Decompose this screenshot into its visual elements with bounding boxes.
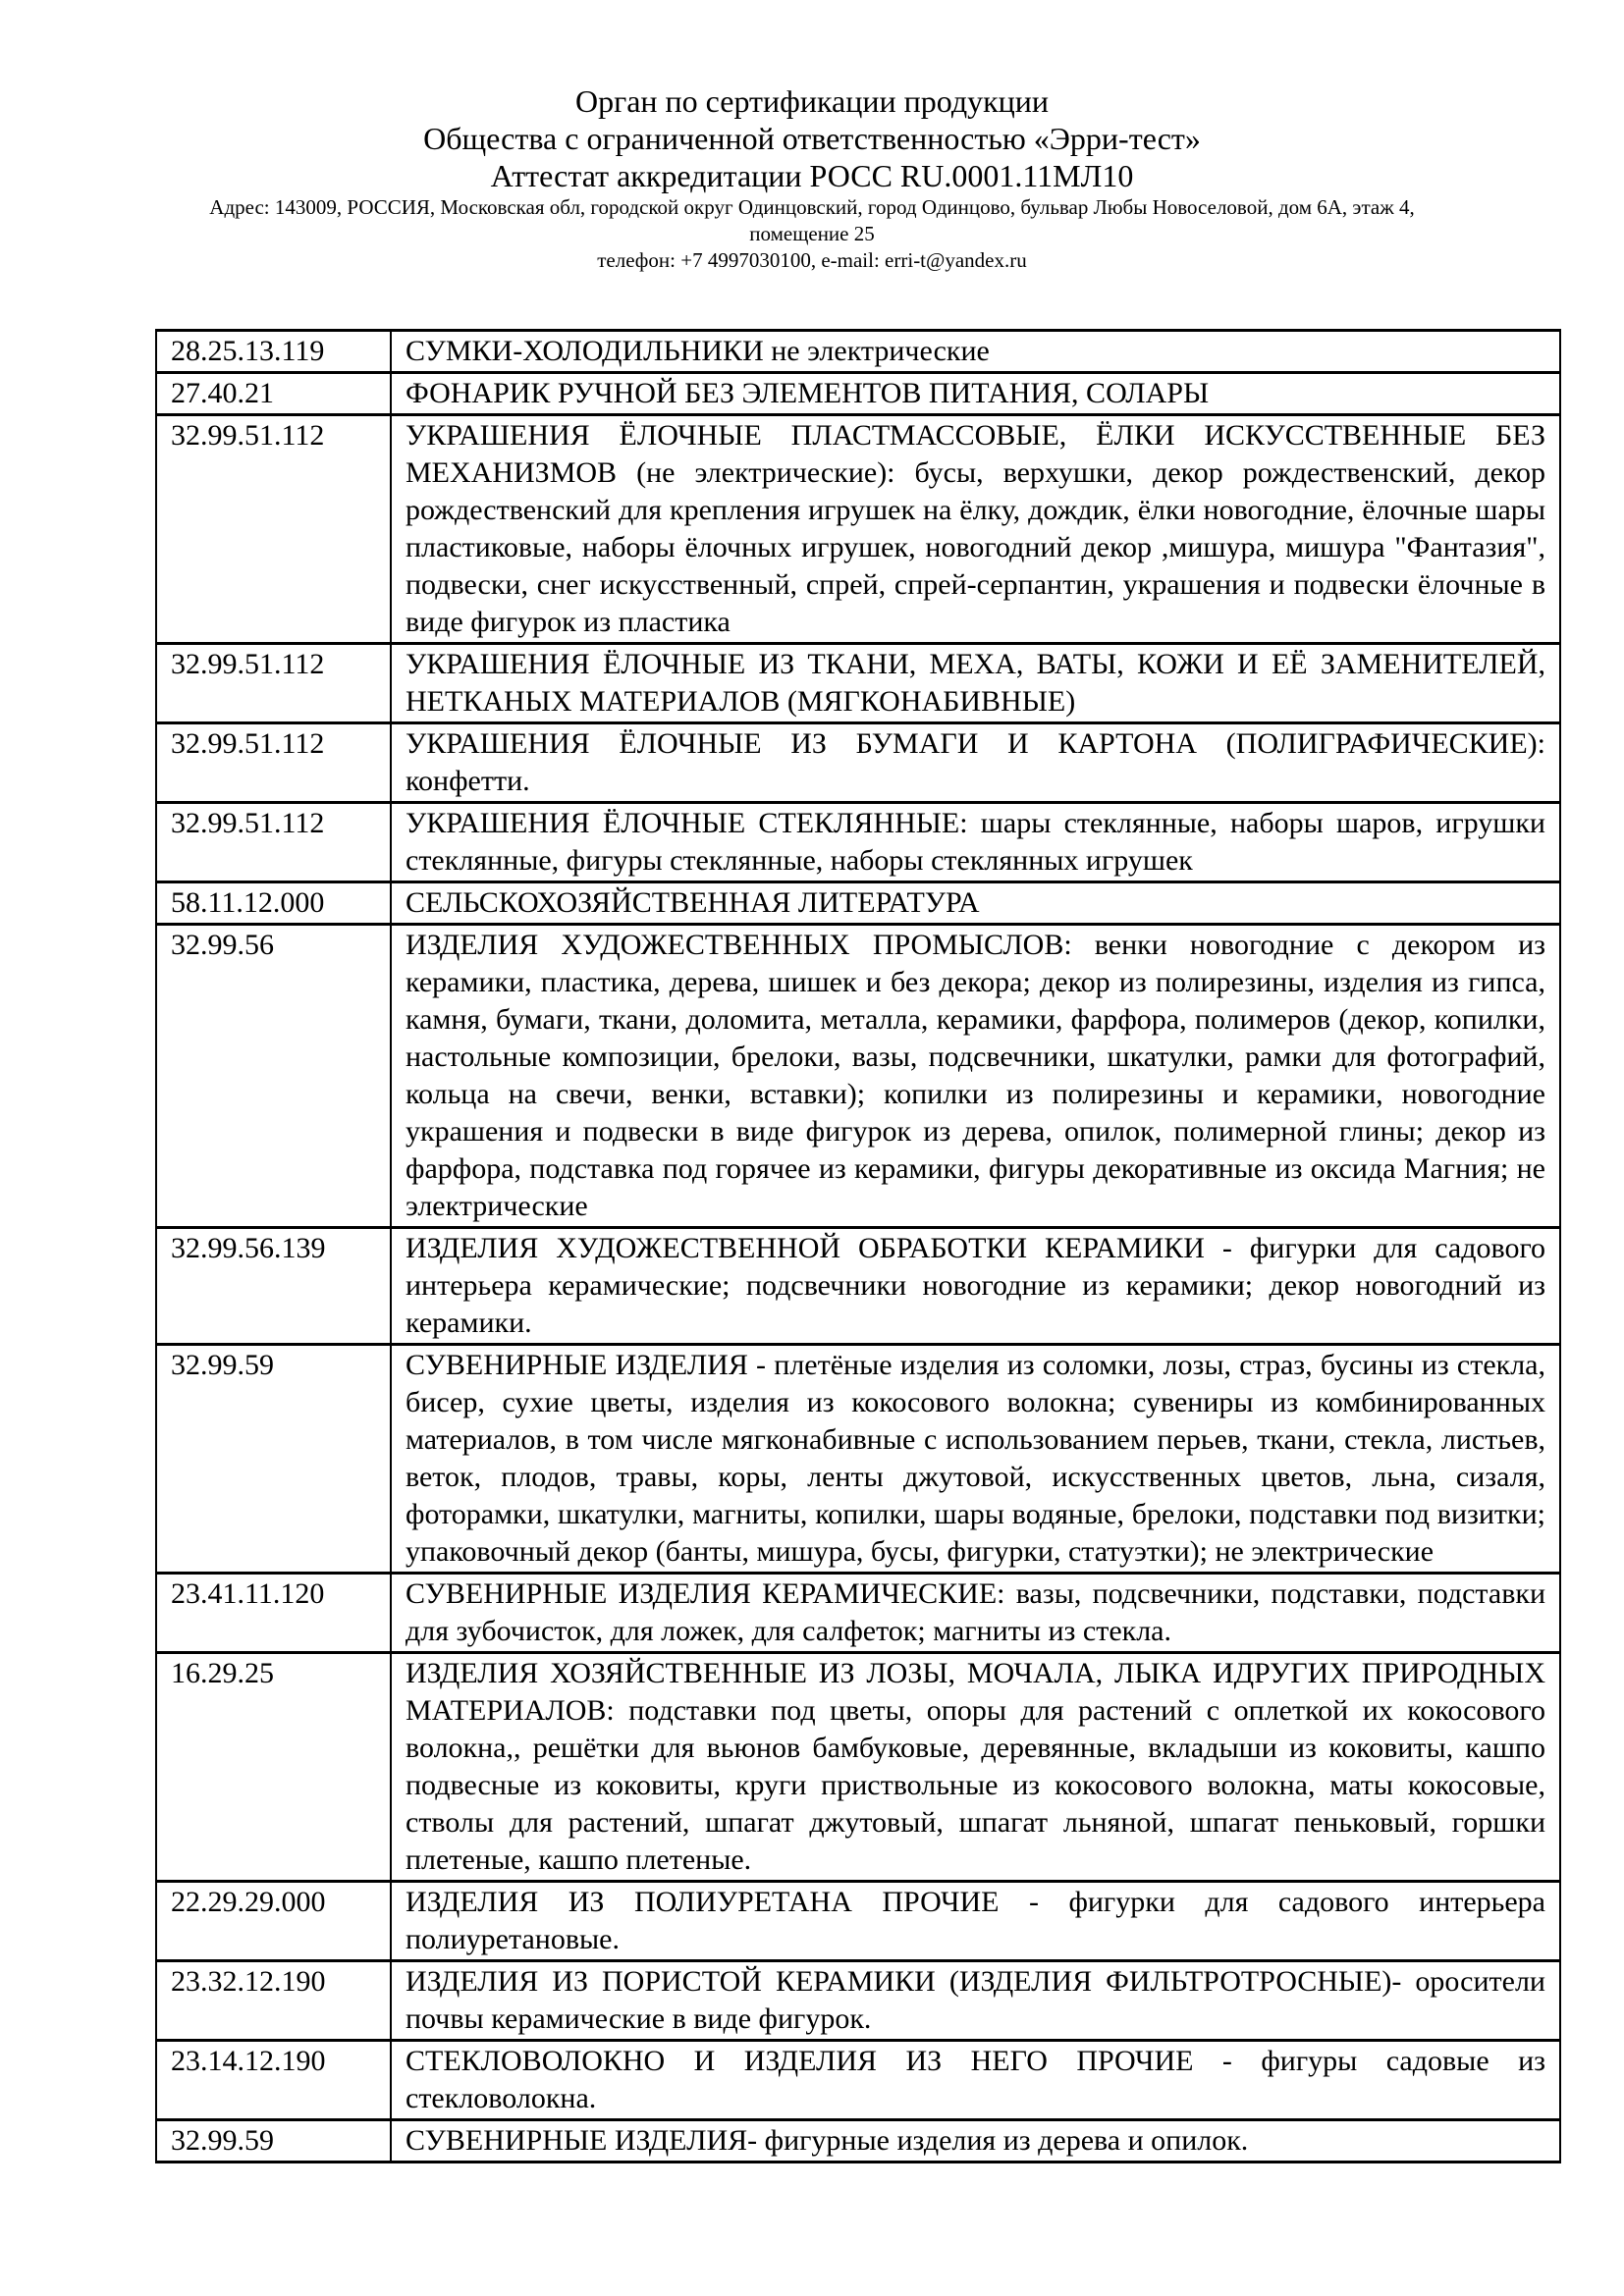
product-description-cell: УКРАШЕНИЯ ЁЛОЧНЫЕ ИЗ ТКАНИ, МЕХА, ВАТЫ, КОЖИ И ЕЁ ЗАМЕНИТЕЛЕЙ, НЕТКАНЫХ МАТЕРИАЛОВ (МЯГКОНАБИВНЫЕ) xyxy=(391,644,1560,723)
table-row xyxy=(156,2041,1560,2120)
product-description-cell: ИЗДЕЛИЯ ИЗ ПОЛИУРЕТАНА ПРОЧИЕ - фигурки для садового интерьера полиуретановые. xyxy=(391,1882,1560,1961)
address-line-2: помещение 25 xyxy=(749,222,875,245)
product-code-cell: 23.41.11.120 xyxy=(156,1574,391,1653)
product-description-cell: ИЗДЕЛИЯ ХУДОЖЕСТВЕННЫХ ПРОМЫСЛОВ: венки новогодние с декором из керамики, пластика, дерева, шишек и без декора; декор из полирезины, изделия из гипса, камня, бумаги, ткани, доломита, металла, керамики, фарфора, полимеров (декор, копилки, настольные композиции, брелоки, вазы, подсвечники, шкатулки, рамки для фотографий, кольца на свечи, венки, вставки); копилки из полирезины и керамики, новогодние украшения и подвески в виде фигурок из дерева, опилок, полимерной глины; декор из фарфора, подставка под горячее из керамики, фигуры декоративные из оксида Магния; не электрические xyxy=(391,925,1560,1228)
table-row xyxy=(156,925,1560,1228)
product-code-cell: 27.40.21 xyxy=(156,373,391,415)
product-description-cell: СУВЕНИРНЫЕ ИЗДЕЛИЯ - плетёные изделия из соломки, лозы, страз, бусины из стекла, бисер, сухие цветы, изделия из кокосового волокна; сувениры из комбинированных материалов, в том числе мягконабивные с использованием перьев, ткани, стекла, листьев, веток, плодов, травы, коры, ленты джутовой, искусственных цветов, льна, сизаля, фоторамки, шкатулки, магниты, копилки, шары водяные, брелоки, подставки под визитки; упаковочный декор (банты, мишура, бусы, фигурки, статуэтки); не электрические xyxy=(391,1345,1560,1574)
address-line-1: Адрес: 143009, РОССИЯ, Московская обл, городской округ Одинцовский, город Одинцово, бульвар Любы Новоселовой, дом 6А, этаж 4, xyxy=(209,195,1415,219)
product-code-cell: 32.99.51.112 xyxy=(156,803,391,882)
product-code-cell: 58.11.12.000 xyxy=(156,882,391,925)
product-code-cell: 32.99.51.112 xyxy=(156,644,391,723)
table-row xyxy=(156,415,1560,644)
product-code-cell: 32.99.59 xyxy=(156,2120,391,2163)
org-title-line: Орган по сертификации продукции xyxy=(574,83,1050,119)
table-row xyxy=(156,373,1560,415)
product-description-cell: СЕЛЬСКОХОЗЯЙСТВЕННАЯ ЛИТЕРАТУРА xyxy=(391,882,1560,925)
product-code-cell: 32.99.56.139 xyxy=(156,1228,391,1345)
product-code-cell: 32.99.51.112 xyxy=(156,415,391,644)
table-row xyxy=(156,882,1560,925)
product-description-cell: УКРАШЕНИЯ ЁЛОЧНЫЕ ПЛАСТМАССОВЫЕ, ЁЛКИ ИСКУССТВЕННЫЕ БЕЗ МЕХАНИЗМОВ (не электрические): бусы, верхушки, декор рождественский, декор рождественский для крепления игрушек на ёлку, дождик, ёлки новогодние, ёлочные шары пластиковые, наборы ёлочных игрушек, новогодний декор ,мишура, мишура "Фантазия", подвески, снег искусственный, спрей, спрей-серпантин, украшения и подвески ёлочные в виде фигурок из пластика xyxy=(391,415,1560,644)
product-description-cell: ИЗДЕЛИЯ ИЗ ПОРИСТОЙ КЕРАМИКИ (ИЗДЕЛИЯ ФИЛЬТРОТРОСНЫЕ)- оросители почвы керамические в виде фигурок. xyxy=(391,1961,1560,2041)
document-header xyxy=(0,82,1624,274)
table-row xyxy=(156,2120,1560,2163)
product-description-cell: СУВЕНИРНЫЕ ИЗДЕЛИЯ КЕРАМИЧЕСКИЕ: вазы, подсвечники, подставки, подставки для зубочисток, для ложек, для салфеток; магниты из стекла. xyxy=(391,1574,1560,1653)
product-code-cell: 23.32.12.190 xyxy=(156,1961,391,2041)
table-row xyxy=(156,1574,1560,1653)
table-row xyxy=(156,331,1560,373)
product-description-cell: СУМКИ-ХОЛОДИЛЬНИКИ не электрические xyxy=(391,331,1560,373)
table-row xyxy=(156,1961,1560,2041)
table-row xyxy=(156,1228,1560,1345)
product-description-cell: ФОНАРИК РУЧНОЙ БЕЗ ЭЛЕМЕНТОВ ПИТАНИЯ, СОЛАРЫ xyxy=(391,373,1560,415)
product-code-cell: 32.99.56 xyxy=(156,925,391,1228)
product-description-cell: СТЕКЛОВОЛОКНО И ИЗДЕЛИЯ ИЗ НЕГО ПРОЧИЕ - фигуры садовые из стекловолокна. xyxy=(391,2041,1560,2120)
table-row xyxy=(156,1882,1560,1961)
product-description-cell: СУВЕНИРНЫЕ ИЗДЕЛИЯ- фигурные изделия из дерева и опилок. xyxy=(391,2120,1560,2163)
product-code-cell: 32.99.51.112 xyxy=(156,723,391,803)
product-description-cell: ИЗДЕЛИЯ ХУДОЖЕСТВЕННОЙ ОБРАБОТКИ КЕРАМИКИ - фигурки для садового интерьера керамические; подсвечники новогодние из керамики; декор новогодний из керамики. xyxy=(391,1228,1560,1345)
product-description-cell: ИЗДЕЛИЯ ХОЗЯЙСТВЕННЫЕ ИЗ ЛОЗЫ, МОЧАЛА, ЛЫКА ИДРУГИХ ПРИРОДНЫХ МАТЕРИАЛОВ: подставки под цветы, опоры для растений с оплеткой их кокосового волокна,, решётки для вьюнов бамбуковые, деревянные, вкладыши из коковиты, кашпо подвесные из коковиты, круги приствольные из кокосового волокна, маты кокосовые, стволы для растений, шпагат джутовый, шпагат льняной, шпагат пеньковый, горшки плетеные, кашпо плетеные. xyxy=(391,1653,1560,1882)
product-description-cell: УКРАШЕНИЯ ЁЛОЧНЫЕ ИЗ БУМАГИ И КАРТОНА (ПОЛИГРАФИЧЕСКИЕ): конфетти. xyxy=(391,723,1560,803)
product-code-cell: 32.99.59 xyxy=(156,1345,391,1574)
product-table-body xyxy=(156,331,1560,2163)
product-description-cell: УКРАШЕНИЯ ЁЛОЧНЫЕ СТЕКЛЯННЫЕ: шары стеклянные, наборы шаров, игрушки стеклянные, фигуры стеклянные, наборы стеклянных игрушек xyxy=(391,803,1560,882)
table-row xyxy=(156,1345,1560,1574)
table-row xyxy=(156,723,1560,803)
contact-line: телефон: +7 4997030100, e-mail: erri-t@yandex.ru xyxy=(597,248,1027,272)
product-code-cell: 23.14.12.190 xyxy=(156,2041,391,2120)
accreditation-line: Аттестат аккредитации РОСС RU.0001.11МЛ10 xyxy=(490,158,1134,193)
product-code-cell: 16.29.25 xyxy=(156,1653,391,1882)
product-code-cell: 22.29.29.000 xyxy=(156,1882,391,1961)
company-name-line: Общества с ограниченной ответственностью «Эрри-тест» xyxy=(423,121,1201,156)
table-row xyxy=(156,644,1560,723)
product-code-cell: 28.25.13.119 xyxy=(156,331,391,373)
table-row xyxy=(156,803,1560,882)
table-row xyxy=(156,1653,1560,1882)
product-codes-table xyxy=(155,329,1561,2163)
